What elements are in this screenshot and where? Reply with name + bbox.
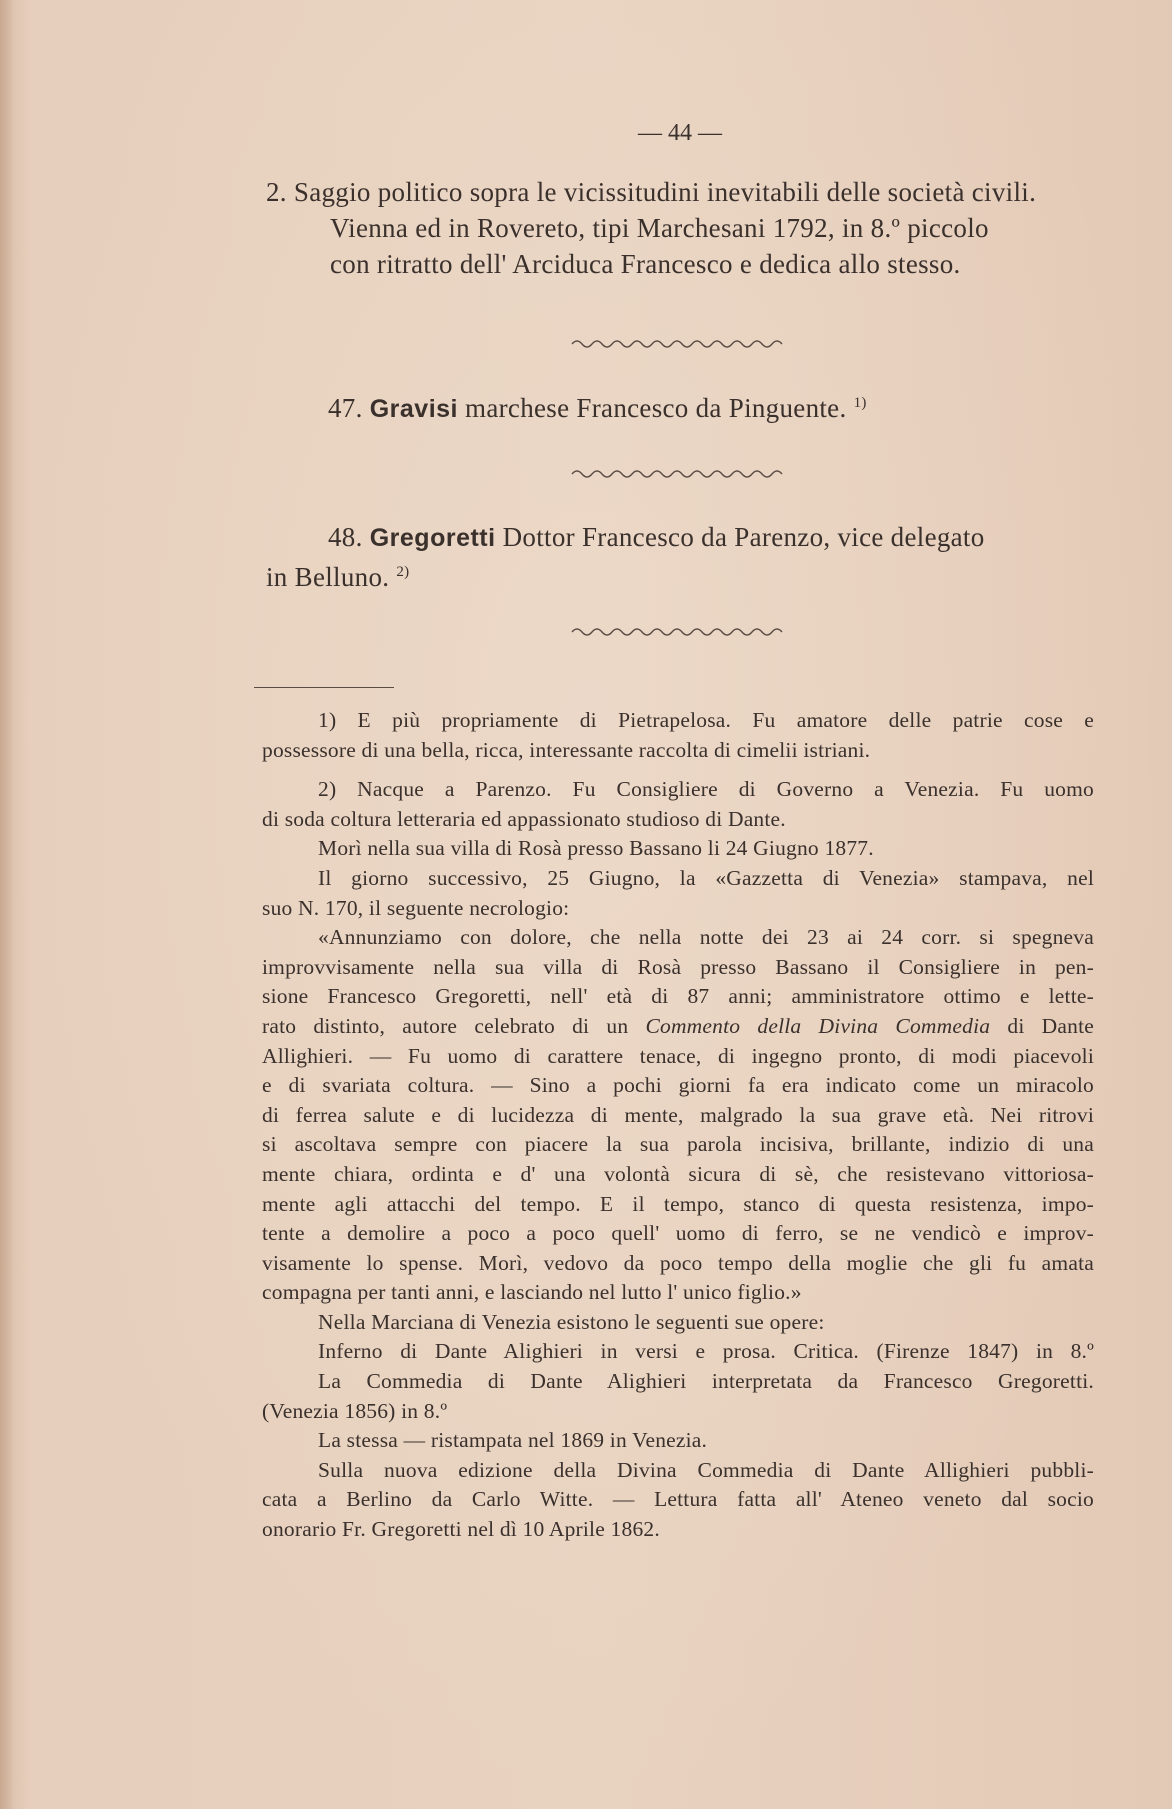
entry-48-number: 48. (328, 522, 363, 552)
necrology-line-11: tente a demolire a poco a poco quell' uomo di ferro, se ne vendicò e improv- (262, 1221, 1094, 1246)
work-2-line-2: (Venezia 1856) in 8.º (262, 1398, 448, 1423)
entry-48-text: Dottor Francesco da Parenzo, vice delegato (495, 522, 985, 552)
entry-48-line-2 (266, 555, 1096, 594)
necrology-line-7: di ferrea salute e di lucidezza di mente, malgrado la sua grave età. Nei ritrovi (262, 1102, 1094, 1127)
footnote-2-line-5: suo N. 170, il seguente necrologio: (262, 895, 570, 920)
necrology-line-6: e di svariata coltura. — Sino a pochi giorni fa era indicato come un miracolo (262, 1073, 1094, 1098)
necrology-line-10: mente agli attacchi del tempo. E il tempo, stanco di questa resistenza, impo- (262, 1191, 1094, 1216)
page-number: — 44 — (638, 120, 722, 146)
necrology-line-3: sione Francesco Gregoretti, nell' età di 87 anni; amministratore ottimo e lette- (262, 984, 1094, 1009)
entry-47-name: Gravisi (369, 395, 458, 423)
entry-2-line-3: con ritratto dell' Arciduca Francesco e dedica allo stesso. (330, 249, 961, 279)
footnote-2-line-3: Morì nella sua villa di Rosà presso Bassano li 24 Giugno 1877. (318, 836, 874, 861)
work-1: Inferno di Dante Alighieri in versi e prosa. Critica. (Firenze 1847) in 8.º (318, 1339, 1094, 1364)
necrology-line-8: si ascoltava sempre con piacere la sua parola incisiva, brillante, indizio di una (262, 1132, 1094, 1157)
entry-2 (266, 174, 1096, 282)
footnote-1-line-1: 1) E più propriamente di Pietrapelosa. Fu amatore delle patrie cose e (318, 708, 1094, 732)
entry-48-line-1 (266, 520, 1096, 555)
footnote-1-line-2: possessore di una bella, ricca, interessante raccolta di cimelii istriani. (262, 737, 871, 762)
footnote-ref-2: 2) (396, 564, 410, 580)
ornament-divider-3 (570, 626, 784, 638)
work-4-line-1: Sulla nuova edizione della Divina Commedia di Dante Allighieri pubbli- (318, 1457, 1094, 1482)
entry-48 (266, 520, 1096, 594)
entry-47-text: marchese Francesco da Pinguente. (458, 393, 854, 423)
necrology-line-5: Allighieri. — Fu uomo di carattere tenace, di ingegno pronto, di modi piacevoli (262, 1043, 1094, 1068)
page-edge-shadow (0, 0, 14, 1809)
entry-48-name: Gregoretti (369, 524, 496, 552)
necrology-line-2: improvvisamente nella sua villa di Rosà presso Bassano il Consigliere in pen- (262, 954, 1094, 979)
entry-47-number: 47. (328, 393, 363, 423)
work-4-line-3: onorario Fr. Gregoretti nel dì 10 Aprile 1862. (262, 1517, 660, 1542)
work-2-line-1: La Commedia di Dante Alighieri interpretata da Francesco Gregoretti. (318, 1369, 1094, 1394)
necrology-line-1: «Annunziamo con dolore, che nella notte dei 23 ai 24 corr. si spegneva (318, 925, 1094, 950)
commento-title: Commento della Divina Commedia (645, 1013, 991, 1038)
footnotes (262, 706, 1094, 1545)
footnote-ref-1: 1) (853, 395, 867, 411)
works-intro: Nella Marciana di Venezia esistono le seguenti sue opere: (318, 1309, 825, 1334)
necrology-line-4-post: di Dante (990, 1013, 1095, 1038)
ornament-divider-2 (570, 468, 784, 480)
necrology-line-4-pre: rato distinto, autore celebrato di un (262, 1013, 646, 1038)
entry-48-line-2-text: in Belluno. (266, 562, 397, 592)
entry-47 (328, 393, 867, 424)
ornament-divider-1 (570, 338, 784, 350)
footnote-2-line-1: 2) Nacque a Parenzo. Fu Consigliere di Governo a Venezia. Fu uomo (318, 777, 1094, 802)
entry-2-line-2: Vienna ed in Rovereto, tipi Marchesani 1792, in 8.º piccolo (330, 213, 989, 243)
footnote-2-line-2: di soda coltura letteraria ed appassionato studioso di Dante. (262, 806, 786, 831)
footnote-gap (262, 765, 1094, 775)
footnote-2-line-4: Il giorno successivo, 25 Giugno, la «Gazzetta di Venezia» stampava, nel (318, 865, 1094, 890)
necrology-line-9: mente chiara, ordinta e d' una volontà sicura di sè, che resistevano vittoriosa- (262, 1161, 1094, 1186)
footnote-separator (254, 687, 394, 688)
work-3: La stessa — ristampata nel 1869 in Venezia. (318, 1428, 708, 1453)
necrology-line-12: visamente lo spense. Morì, vedovo da poco tempo della moglie che gli fu amata (262, 1250, 1094, 1275)
entry-2-line-1: 2. Saggio politico sopra le vicissitudini inevitabili delle società civili. (266, 177, 1037, 207)
necrology-line-13: compagna per tanti anni, e lasciando nel lutto l' unico figlio.» (262, 1280, 802, 1305)
necrology-line-4 (262, 1012, 1094, 1042)
work-4-line-2: cata a Berlino da Carlo Witte. — Lettura fatta all' Ateneo veneto dal socio (262, 1487, 1094, 1512)
